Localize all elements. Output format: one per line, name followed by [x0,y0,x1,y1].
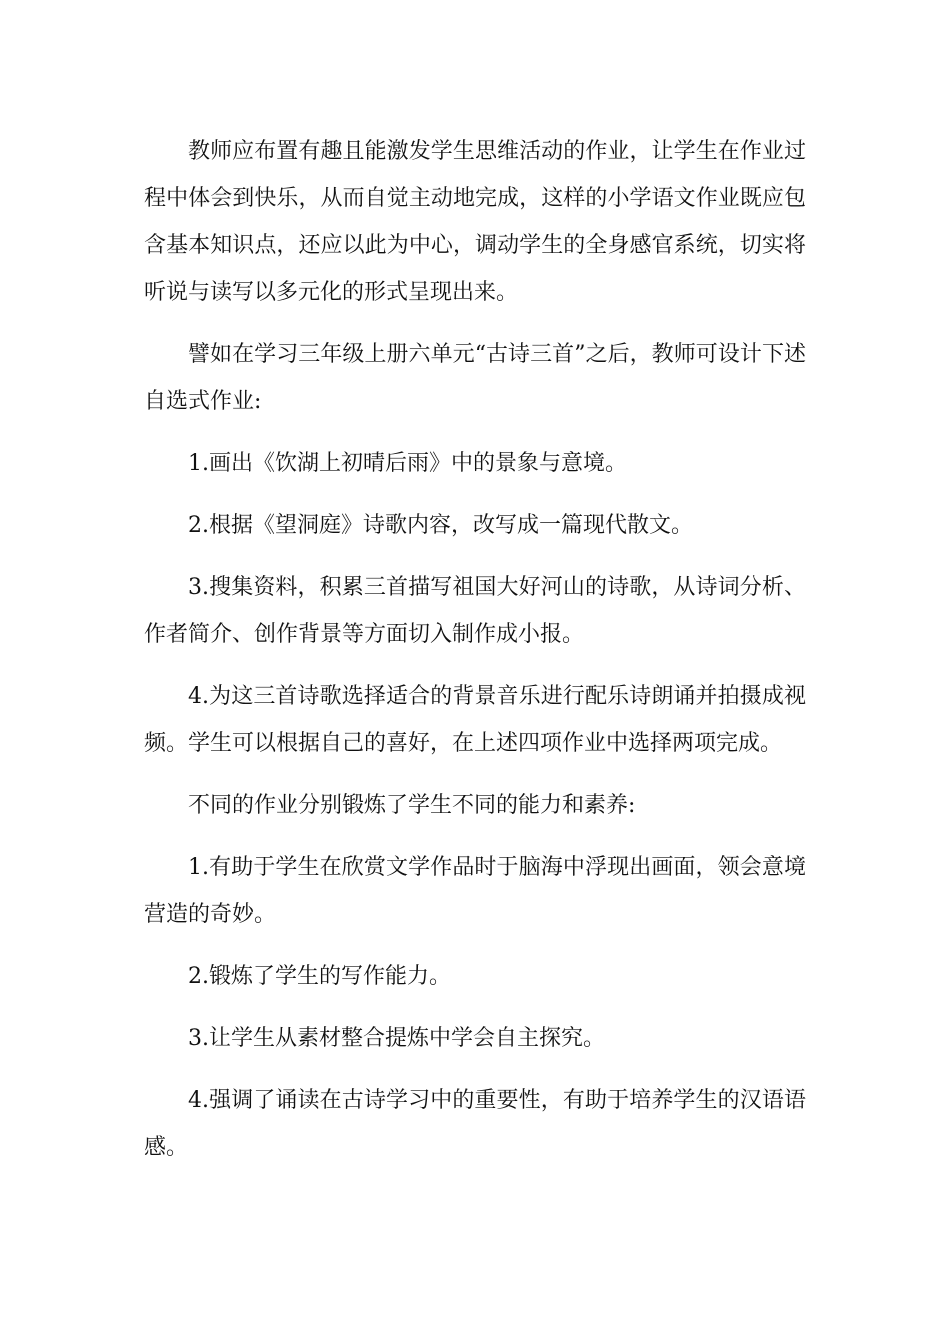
benefit-item-4: 4.强调了诵读在古诗学习中的重要性，有助于培养学生的汉语语感。 [144,1088,806,1160]
assignment-item-3: 3.搜集资料，积累三首描写祖国大好河山的诗歌，从诗词分析、作者简介、创作背景等方面切入制作成小报。 [144,575,806,647]
benefit-item-1: 1.有助于学生在欣赏文学作品时于脑海中浮现出画面，领会意境营造的奇妙。 [144,855,806,927]
paragraph-intro: 教师应布置有趣且能激发学生思维活动的作业，让学生在作业过程中体会到快乐，从而自觉主动地完成，这样的小学语文作业既应包含基本知识点，还应以此为中心，调动学生的全身感官系统，切实将听说与读写以多元化的形式呈现出来。 [144,139,806,305]
paragraph-benefits: 不同的作业分别锻炼了学生不同的能力和素养: [188,793,636,818]
assignment-item-2: 2.根据《望洞庭》诗歌内容，改写成一篇现代散文。 [188,513,693,538]
document-body [144,128,806,1171]
assignment-item-4: 4.为这三首诗歌选择适合的背景音乐进行配乐诗朗诵并拍摄成视频。学生可以根据自己的喜好，在上述四项作业中选择两项完成。 [144,684,806,756]
paragraph-example: 譬如在学习三年级上册六单元“古诗三首”之后，教师可设计下述自选式作业: [144,342,806,414]
benefit-item-2: 2.锻炼了学生的写作能力。 [188,964,451,989]
benefit-item-3: 3.让学生从素材整合提炼中学会自主探究。 [188,1026,605,1051]
assignment-item-1: 1.画出《饮湖上初晴后雨》中的景象与意境。 [188,451,627,476]
